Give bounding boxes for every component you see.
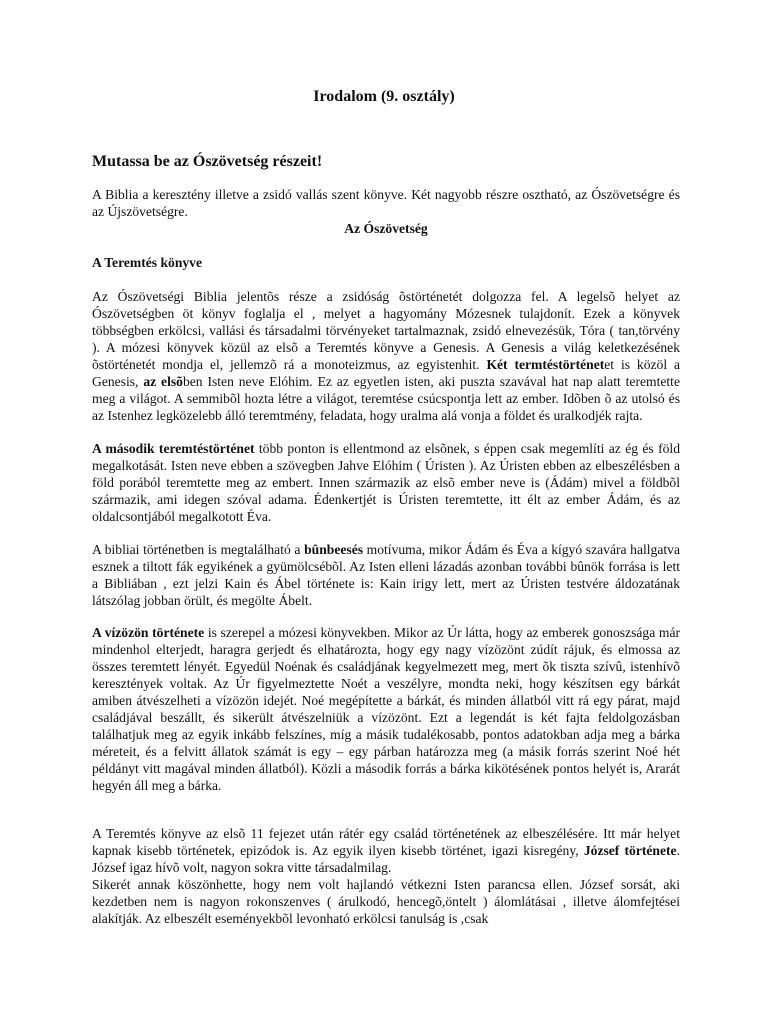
question-heading: Mutassa be az Ószövetség részeit! xyxy=(92,153,323,170)
paragraph-text: ben Isten neve Elóhim. Ez az egyetlen isten, aki puszta szavával hat nap alatt teremtette meg a világot. A semmibõl hozta létre a világot, teremtése csúcspontja lett az ember. Idõben õ az utolsó és az Istenhez legközelebb álló teremtmény, feladata, hogy uralma alá vonja a földet és uralkodjék rajta. xyxy=(92,374,680,423)
paragraph-text: et is közöl a Genesis, xyxy=(92,357,681,389)
paragraph-creation-second xyxy=(92,440,680,525)
emphasis-flood: A vízözön története xyxy=(92,625,205,640)
paragraph-text: több ponton is ellentmond az elsõnek, s éppen csak megemlíti az ég és föld megalkotását. Isten neve ebben a szövegben Jahve Elóhim ( Úristen ). Az Úristen ebben az elbeszélésben a föld porából teremtette meg az embert. Innen származik az elsõ ember neve is (Ádám) mivel a földbõl származik, ami idegen szóval adama. Édenkertjét is Úristen teremtette, itt élt az ember Ádám, és az oldalcsontjából megalkotott Éva. xyxy=(92,441,680,524)
emphasis-two-creation-stories: Két termtéstörténet xyxy=(486,357,605,372)
emphasis-first: az elsõ xyxy=(143,374,183,389)
paragraph-text: is szerepel a mózesi könyvekben. Mikor az Úr látta, hogy az emberek gonoszsága már mindenhol elterjedt, haragra gerjedt és elhatározta, hogy egy nagy vízözönt zúdít rájuk, és elmossa az összes teremtett lényét. Egyedül Noénak és családjának kegyelmezett meg, mert õk tiszta szívû, istenhívõ keresztények voltak. Az Úr figyelmeztette Noét a veszélyre, mondta neki, hogy készítsen egy bárkát amiben átvészelheti a vízözön idejét. Noé megépítette a bárkát, és minden állatból vitt rá egy párat, majd családjával beszállt, és sikerült átvészelniük a vízözönt. Ezt a legendát is két fajta feldolgozásban találhatjuk meg az egyik inkább felszínes, míg a másik tudalékosabb, pontos adatokban adja meg a bárka méreteit, és a felvitt állatok számát is egy – egy párban határozza meg (a másik forrás szerint Noé hét példányt vitt magával minden állatból). Közli a második forrás a bárka kikötésének pontos helyét is, Ararát hegyén áll meg a bárka. xyxy=(92,625,681,793)
paragraph-original-sin xyxy=(92,541,680,609)
subsection-title: A Teremtés könyve xyxy=(92,255,203,270)
paragraph-text: A Teremtés könyve az elsõ 11 fejezet után rátér egy család történetének az elbeszélésére. Itt már helyet kapnak kisebb történetek, epizódok is. Az egyik ilyen kisebb történet, igazi kisregény, xyxy=(92,826,680,858)
document-title: Irodalom (9. osztály) xyxy=(313,88,455,105)
emphasis-original-sin: bûnbeesés xyxy=(304,542,364,557)
emphasis-joseph: József története xyxy=(583,843,677,858)
paragraph-flood xyxy=(92,624,680,794)
paragraph-joseph-continued: Sikerét annak köszönhette, hogy nem volt hajlandó vétkezni Isten parancsa ellen. József sorsát, aki kezdetben nem is nagyon rokonszenves ( árulkodó, hencegõ,öntelt ) álomlátásai , illetve álomfejtései alakítják. Az elbeszélt eseményekbõl levonható erkölcsi tanulság is ,csak xyxy=(92,877,680,926)
emphasis-second-creation: A második teremtéstörténet xyxy=(92,441,255,456)
paragraph-creation-first xyxy=(92,288,680,424)
intro-paragraph: A Biblia a keresztény illetve a zsidó vallás szent könyve. Két nagyobb részre osztható, az Ószövetségre és az Újszövetségre. xyxy=(92,187,680,219)
paragraph-text: A bibliai történetben is megtalálható a xyxy=(92,542,305,557)
section-title: Az Ószövetség xyxy=(344,221,428,236)
paragraph-text: motívuma, mikor Ádám és Éva a kígyó szavára hallgatva esznek a tiltott fák egyikének a gyümölcsébõl. Az Isten elleni lázadás azonban további bûnök forrása is lett a Bibliában , ezt jelzi Kain és Ábel története is: Kain irigy lett, mert az Úristen testvére áldozatának látszólag jobban örült, és megölte Ábelt. xyxy=(92,542,680,608)
paragraph-text: . József igaz hívõ volt, nagyon sokra vitte társadalmilag. xyxy=(92,843,680,875)
paragraph-text: Az Ószövetségi Biblia jelentõs része a zsidóság õstörténetét dolgozza fel. A legelsõ helyet az Ószövetségben öt könyv foglalja el , melyet a hagyomány Mózesnek tulajdonít. Ezek a könyvek többségben erkölcsi, vallási és társadalmi törvényeket tartalmaznak, zsidó elnevezésük, Tóra ( tan,törvény ). A mózesi könyvek közül az elsõ a Teremtés könyve a Genesis. A Genesis a világ keletkezésének õstörténetét mondja el, jellemzõ rá a monoteizmus, az egyistenhit. xyxy=(92,289,680,372)
paragraph-joseph xyxy=(92,825,680,876)
